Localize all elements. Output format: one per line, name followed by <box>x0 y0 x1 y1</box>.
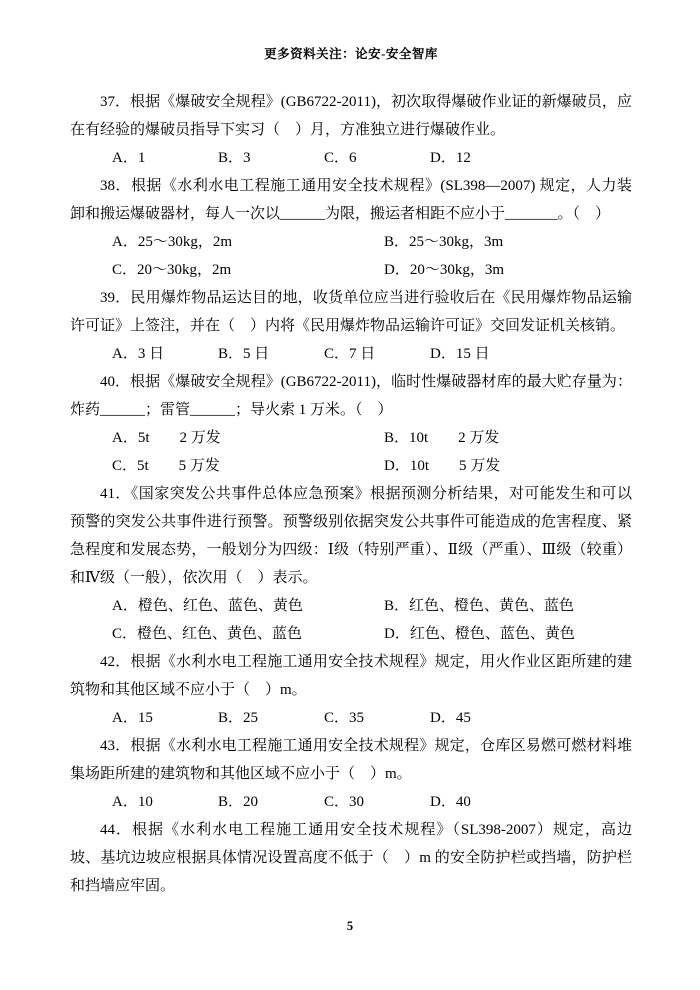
option-c: C．30 <box>324 794 365 810</box>
option-a: A．25～30kg，2m <box>112 234 233 250</box>
option-d: D．20～30kg，3m <box>384 262 505 278</box>
question-39 <box>70 284 632 368</box>
question-text: 37．根据《爆破安全规程》(GB6722-2011)，初次取得爆破作业证的新爆破员，应在有经验的爆破员指导下实习（ ）月，方准独立进行爆破作业。 <box>70 94 632 138</box>
options-row <box>112 144 632 172</box>
option-a: A．3 日 <box>112 346 165 362</box>
question-40 <box>70 368 632 480</box>
option-c: C．5t 5 万发 <box>112 458 220 474</box>
option-c: C．20～30kg，2m <box>112 262 232 278</box>
option-b: B．10t 2 万发 <box>384 430 500 446</box>
option-d: D．红色、橙色、蓝色、黄色 <box>384 626 575 642</box>
question-43 <box>70 732 632 816</box>
question-38 <box>70 172 632 284</box>
option-b: B．25 <box>218 710 259 726</box>
option-d: D．45 <box>430 710 471 726</box>
question-text: 42．根据《水利水电工程施工通用安全技术规程》规定，用火作业区距所建的建筑物和其他区域不应小于（ ）m。 <box>70 654 632 698</box>
options-row <box>112 228 632 256</box>
option-b: B．5 日 <box>218 346 270 362</box>
question-text: 41．《国家突发公共事件总体应急预案》根据预测分析结果，对可能发生和可以预警的突发公共事件进行预警。预警级别依据突发公共事件可能造成的危害程度、紧急程度和发展态势，一般划分为四级：Ⅰ级（特别严重）、Ⅱ级（严重）、Ⅲ级（较重）和Ⅳ级（一般），依次用（ ）表示。 <box>70 486 632 586</box>
option-d: D．40 <box>430 794 471 810</box>
option-a: A．10 <box>112 794 153 810</box>
question-text: 40．根据《爆破安全规程》(GB6722-2011)，临时性爆破器材库的最大贮存量为：炸药______；雷管______；导火索 1 万米。（ ） <box>70 374 632 418</box>
question-44 <box>70 816 632 900</box>
option-d: D．10t 5 万发 <box>384 458 501 474</box>
options-row <box>112 592 632 620</box>
question-text: 38．根据《水利水电工程施工通用安全技术规程》(SL398—2007) 规定，人力装卸和搬运爆破器材，每人一次以______为限，搬运者相距不应小于_______。（ ） <box>70 178 632 222</box>
document-body <box>70 88 632 900</box>
options-row <box>112 704 632 732</box>
options-row <box>112 620 632 648</box>
option-b: B．20 <box>218 794 259 810</box>
option-c: C．6 <box>324 150 357 166</box>
options-row <box>112 340 632 368</box>
option-b: B．25～30kg，3m <box>384 234 504 250</box>
page-number: 5 <box>346 919 354 933</box>
question-text: 43．根据《水利水电工程施工通用安全技术规程》规定，仓库区易燃可燃材料堆集场距所建的建筑物和其他区域不应小于（ ）m。 <box>70 738 632 782</box>
option-c: C．35 <box>324 710 365 726</box>
option-a: A．15 <box>112 710 153 726</box>
option-b: B．红色、橙色、黄色、蓝色 <box>384 598 575 614</box>
option-c: C．7 日 <box>324 346 376 362</box>
question-37 <box>70 88 632 172</box>
question-text: 44．根据《水利水电工程施工通用安全技术规程》（SL398-2007）规定，高边坡、基坑边坡应根据具体情况设置高度不低于（ ）m 的安全防护栏或挡墙，防护栏和挡墙应牢固。 <box>70 822 632 894</box>
option-d: D．15 日 <box>430 346 490 362</box>
question-41 <box>70 480 632 648</box>
option-a: A．橙色、红色、蓝色、黄色 <box>112 598 303 614</box>
option-c: C．橙色、红色、黄色、蓝色 <box>112 626 303 642</box>
options-row <box>112 452 632 480</box>
options-row <box>112 788 632 816</box>
option-a: A．5t 2 万发 <box>112 430 221 446</box>
option-a: A．1 <box>112 150 146 166</box>
option-d: D．12 <box>430 150 471 166</box>
question-42 <box>70 648 632 732</box>
document-header: 更多资料关注：论安-安全智库 <box>264 47 438 61</box>
options-row <box>112 256 632 284</box>
option-b: B．3 <box>218 150 251 166</box>
question-text: 39．民用爆炸物品运达目的地，收货单位应当进行验收后在《民用爆炸物品运输许可证》上签注，并在（ ）内将《民用爆炸物品运输许可证》交回发证机关核销。 <box>70 290 632 334</box>
options-row <box>112 424 632 452</box>
